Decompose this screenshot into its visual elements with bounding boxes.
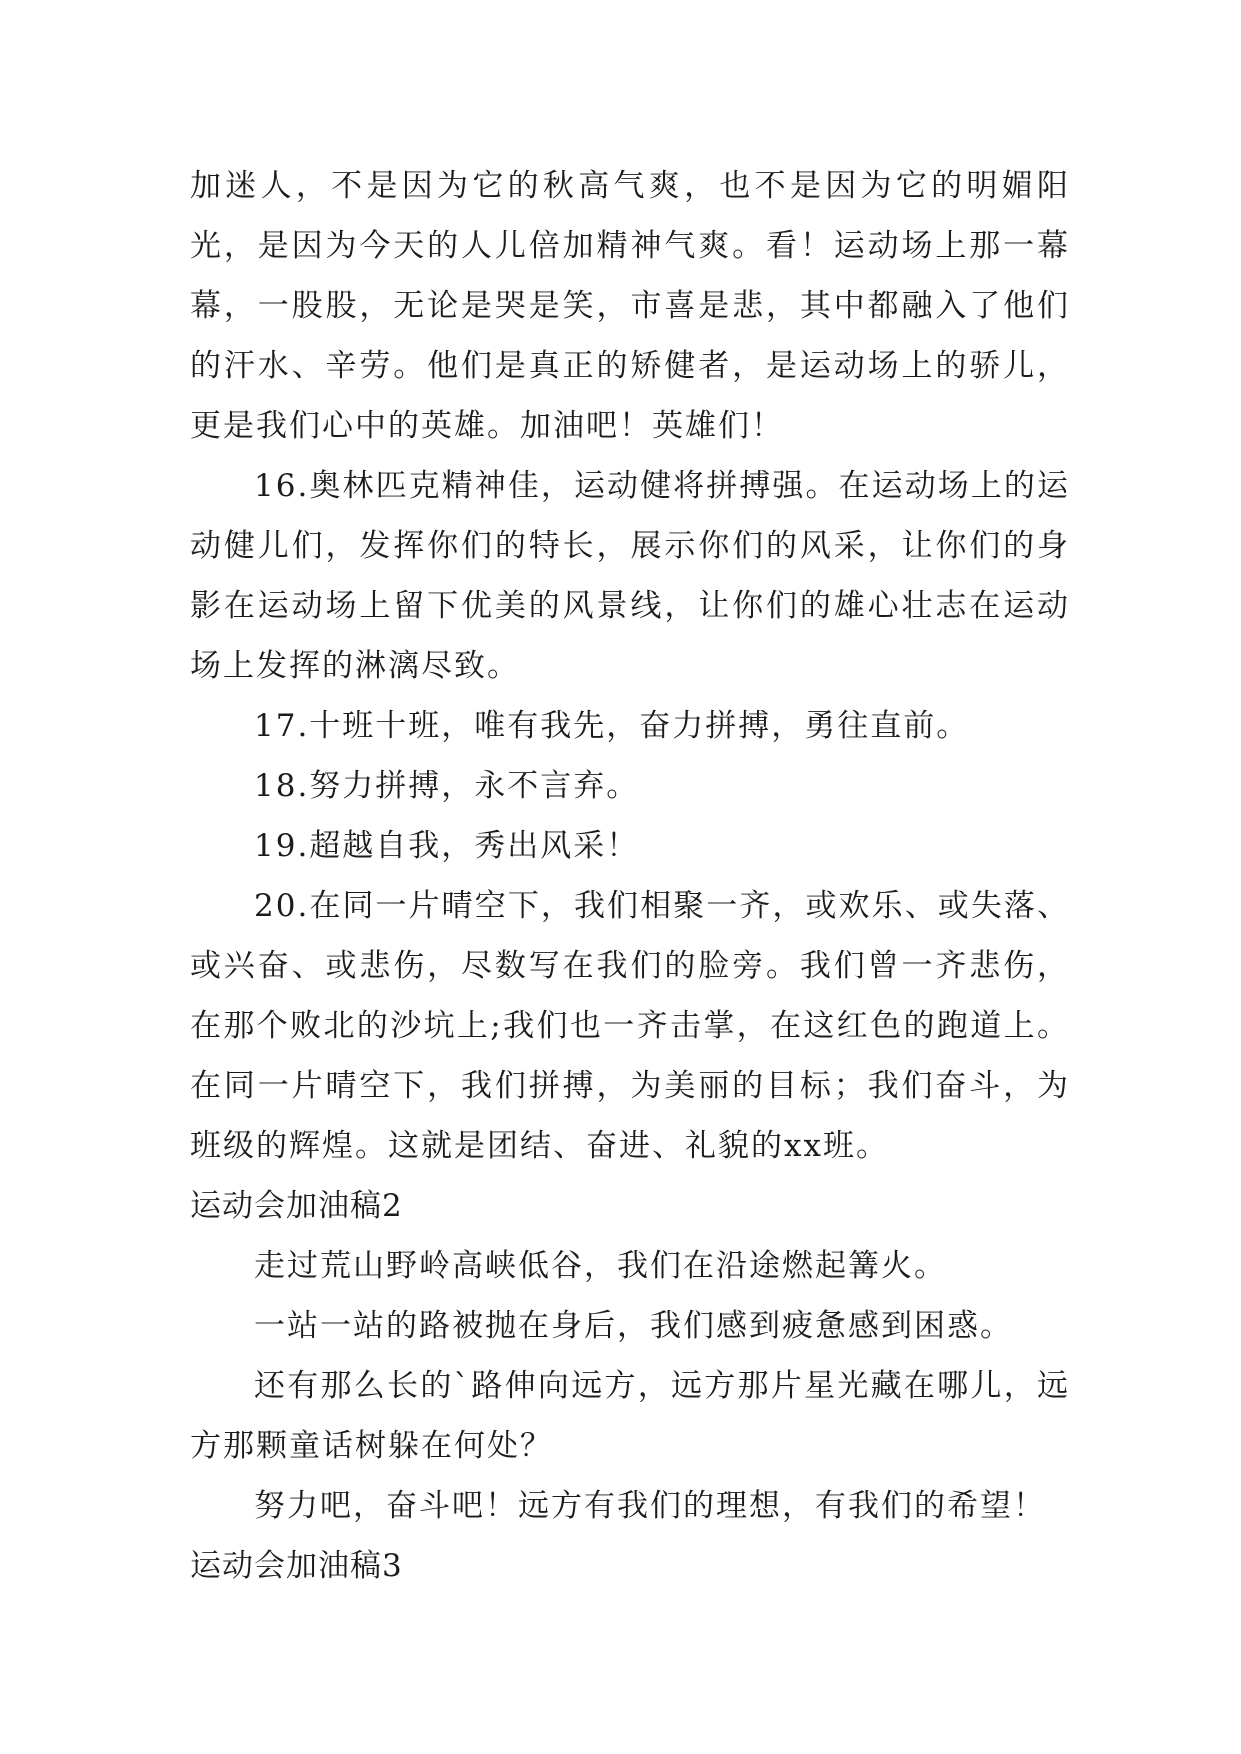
paragraph-intro-continued: 加迷人，不是因为它的秋高气爽，也不是因为它的明媚阳光，是因为今天的人儿倍加精神气爽。看！运动场上那一幕幕，一股股，无论是哭是笑，市喜是悲，其中都融入了他们的汗水、辛劳。他们是真正的矫健者，是运动场上的骄儿，更是我们心中的英雄。加油吧！英雄们！ <box>190 168 1070 444</box>
paragraph-18: 18.努力拼搏，永不言弃。 <box>254 768 640 804</box>
poem-line-4: 努力吧，奋斗吧！远方有我们的理想，有我们的希望！ <box>254 1488 1046 1524</box>
paragraph-17: 17.十班十班，唯有我先，奋力拼搏，勇往直前。 <box>254 708 970 744</box>
section-heading-2: 运动会加油稿2 <box>190 1188 403 1224</box>
poem-line-1: 走过荒山野岭高峡低谷，我们在沿途燃起篝火。 <box>254 1248 947 1284</box>
section-heading-3: 运动会加油稿3 <box>190 1548 403 1584</box>
paragraph-20: 20.在同一片晴空下，我们相聚一齐，或欢乐、或失落、或兴奋、或悲伤，尽数写在我们的脸旁。我们曾一齐悲伤，在那个败北的沙坑上;我们也一齐击掌，在这红色的跑道上。在同一片晴空下，我们拼搏，为美丽的目标；我们奋斗，为班级的辉煌。这就是团结、奋进、礼貌的xx班。 <box>190 888 1070 1164</box>
document-body <box>190 156 1070 1596</box>
paragraph-19: 19.超越自我，秀出风采！ <box>254 828 640 864</box>
poem-line-2: 一站一站的路被抛在身后，我们感到疲惫感到困惑。 <box>254 1308 1013 1344</box>
poem-line-3: 还有那么长的`路伸向远方，远方那片星光藏在哪儿，远方那颗童话树躲在何处？ <box>190 1368 1070 1464</box>
paragraph-16: 16.奥林匹克精神佳，运动健将拼搏强。在运动场上的运动健儿们，发挥你们的特长，展示你们的风采，让你们的身影在运动场上留下优美的风景线，让你们的雄心壮志在运动场上发挥的淋漓尽致。 <box>190 468 1070 684</box>
